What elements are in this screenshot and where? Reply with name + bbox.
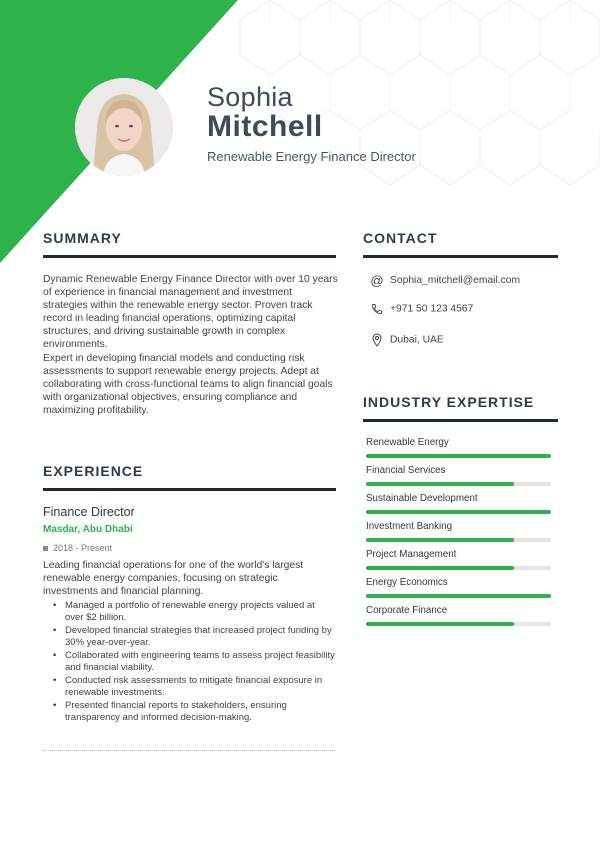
location-pin-icon: [370, 333, 384, 347]
experience-separator: [43, 750, 335, 751]
skill-bar-track: [366, 454, 551, 458]
skill-name: Investment Banking: [366, 521, 453, 532]
experience-rule: [43, 488, 336, 491]
achievement-item: • Managed a portfolio of renewable energy projects valued at over $2 billion.: [53, 600, 335, 623]
achievement-item: • Conducted risk assessments to mitigate financial exposure in renewable investments.: [53, 675, 335, 698]
summary-heading: SUMMARY: [43, 230, 122, 246]
skill-bar-fill: [366, 566, 514, 570]
job-description: Leading financial operations for one of the world's largest renewable energy companies, focusing on strategic investments and financial planning.: [43, 560, 304, 597]
contact-location: Dubai, UAE: [390, 334, 444, 346]
skill-bar-track: [366, 482, 551, 486]
company-name: Masdar, Abu Dhabi: [43, 524, 133, 535]
contact-email[interactable]: Sophia_mitchell@email.com: [390, 275, 521, 287]
experience-heading: EXPERIENCE: [43, 463, 144, 479]
skill-name: Renewable Energy: [366, 437, 449, 448]
summary-paragraph-2: Expert in developing financial models and conducting risk assessments to support renewable energy projects. Adept at collaborating with cross-functional teams to align financial goals with organizational objectives, ensuring compliance and maximizing profitability.: [43, 353, 333, 416]
skill-bar-fill: [366, 594, 551, 598]
contact-email-row: [370, 273, 520, 288]
skill-bar-fill: [366, 538, 514, 542]
job-title: Renewable Energy Finance Director: [207, 149, 416, 164]
at-icon: @: [370, 273, 384, 288]
phone-icon: [370, 303, 384, 315]
skill-bar-fill: [366, 622, 514, 626]
contact-heading: CONTACT: [363, 230, 438, 246]
skill-bar-fill: [366, 454, 551, 458]
skill-name: Financial Services: [366, 465, 446, 476]
skill-bar-track: [366, 622, 551, 626]
summary-rule: [43, 255, 336, 258]
contact-location-row: [370, 333, 444, 347]
skill-name: Corporate Finance: [366, 605, 448, 616]
expertise-rule: [363, 419, 558, 422]
achievement-item: • Collaborated with engineering teams to assess project feasibility and financial viability.: [53, 650, 335, 673]
profile-photo: [75, 78, 173, 176]
skill-bar-track: [366, 538, 551, 542]
skill-bar-fill: [366, 482, 514, 486]
last-name: Mitchell: [207, 110, 323, 143]
expertise-heading: INDUSTRY EXPERTISE: [363, 394, 535, 410]
job-role: Finance Director: [43, 505, 135, 519]
contact-phone[interactable]: +971 50 123 4567: [390, 303, 474, 315]
summary-paragraph-1: Dynamic Renewable Energy Finance Director with over 10 years of experience in financial management and investment strategies within the renewable energy sector. Proven track record in leading financial operations, optimizing capital structures, and driving sustainable growth in complex environments.: [43, 274, 338, 350]
contact-rule: [363, 255, 558, 258]
first-name: Sophia: [207, 82, 293, 112]
skill-name: Energy Economics: [366, 577, 448, 588]
job-dates: [43, 543, 112, 553]
skill-name: Project Management: [366, 549, 457, 560]
calendar-icon: [43, 546, 48, 551]
achievement-list: [53, 600, 335, 725]
achievement-item: • Developed financial strategies that increased project funding by 30% year-over-year.: [53, 625, 335, 648]
skill-bar-track: [366, 510, 551, 514]
skill-bar-fill: [366, 510, 551, 514]
achievement-item: • Presented financial reports to stakeholders, ensuring transparency and informed decision-making.: [53, 700, 335, 723]
contact-phone-row: [370, 303, 473, 315]
skill-name: Sustainable Development: [366, 493, 478, 504]
job-dates-text: 2018 - Present: [53, 543, 113, 553]
skill-bar-track: [366, 594, 551, 598]
skill-bar-track: [366, 566, 551, 570]
